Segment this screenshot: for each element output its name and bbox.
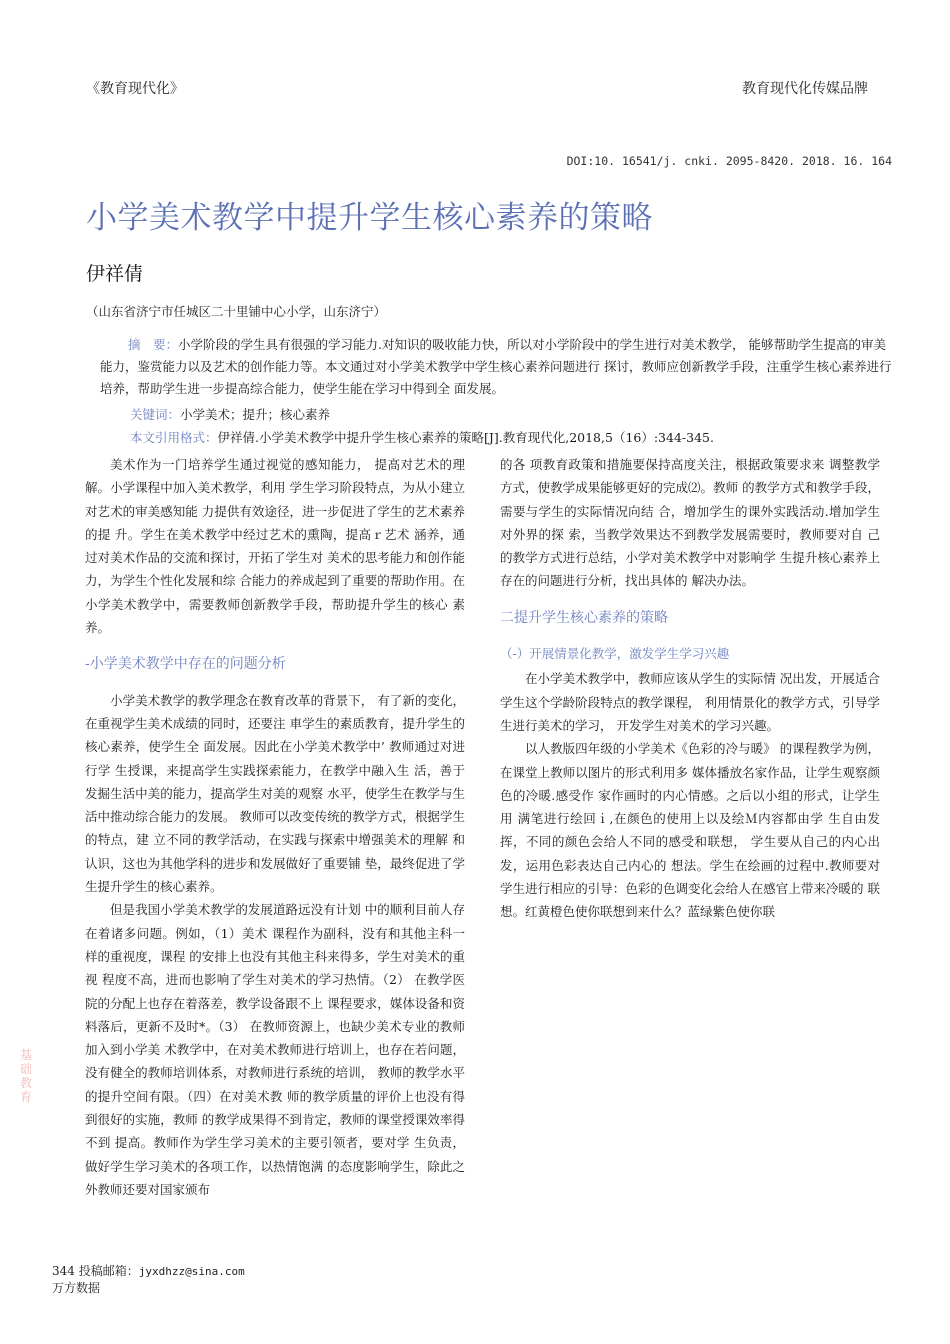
journal-name: 《教育现代化》 (86, 81, 184, 97)
keywords-label: 关键词： (130, 407, 181, 422)
side-stamp: 基础教育 (20, 1048, 33, 1104)
abstract-text: 小学阶段的学生具有很强的学习能力.对知识的吸收能力快，所以对小学阶段中的学生进行对美术教学， 能够帮助学生提高的审美能力，鉴赏能力以及艺术的创作能力等。本文通过对小学美术教学中学生核心素养问题进行 探讨，教师应创新教学手段，注重学生核心素养进行培养，帮助学生进一步提高综合能力，使学生能在学习中得到全 面发展。 (100, 337, 892, 396)
subsection-heading-1: （-）开展情景化教学，激发学生学习兴趣 (500, 646, 730, 662)
abstract-label: 摘 要： (128, 337, 179, 352)
paragraph: 但是我国小学美术教学的发展道路远没有计划 中的顺利目前人存在着诸多问题。例如，（1）美术 课程作为副科，没有和其他主科一样的重视度，课程 的安排上也没有其他主科来得多，学生对美术的重视 程度不高，进而也影响了学生对美术的学习热情。（2） 在教学医院的分配上也存在着落差，教学设备跟不上 课程要求，媒体设备和资料落后，更新不及时*。（3） 在教师资源上，也缺少美术专业的教师加入到小学美 术教学中，在对美术教师进行培训上，也存在若问题， 没有健全的教师培训体系，对教师进行系统的培训， 教师的教学水平的提升空间有限。（四）在对美术教 师的教学质量的评价上也没有得到很好的实施，教师 的教学成果得不到肯定，教师的课堂授课效率得不到 提高。教师作为学生学习美术的主要引领者，要对学 生负责，做好学生学习美术的各项工作，以热情饱满 的态度影响学生，除此之外教师还要对国家颁布 (85, 902, 465, 1197)
author-name: 伊祥倩 (86, 263, 144, 285)
keywords-text: 小学美术；提升；核心素养 (180, 407, 331, 422)
citation (130, 427, 925, 449)
affiliation: （山东省济宁市任城区二十里铺中心小学，山东济宁） (86, 304, 387, 319)
page-number: 344 (52, 1264, 75, 1278)
journal-slogan: 教育现代化传媒品牌 (742, 81, 868, 97)
citation-text: 伊祥倩.小学美术教学中提升学生核心素养的策略[J].教育现代化,2018,5（16）:344-345. (217, 430, 714, 445)
paragraph: 在小学美术教学中，教师应该从学生的实际情 况出发，开展适合学生这个学龄阶段特点的教学课程， 利用情景化的教学方式，引导学生进行美术的学习， 开发学生对美术的学习兴趣。 (500, 671, 880, 733)
left-column (85, 453, 465, 1201)
article-title: 小学美术教学中提升学生核心素养的策略 (86, 200, 653, 236)
keywords (130, 404, 925, 426)
section-heading-2: 二提升学生核心素养的策略 (500, 609, 668, 626)
right-column (500, 453, 880, 924)
email-address: jyxdhzz@sina.com (138, 1265, 245, 1278)
paragraph: 小学美术教学的教学理念在教育改革的背景下， 有了新的变化，在重视学生美术成绩的同时，还要注 車学生的素质教育，提升学生的核心素养，使学生全 面发展。因此在小学美术教学中’ 教师通过对进行学 生授课，来提高学生实践探索能力，在教学中融入生 活，善于发掘生活中美的能力，提高学生对美的观察 水平，使学生在教学与生活中推动综合能力的发展。 教师可以改变传统的教学方式，根据学生的特点，建 立不同的教学活动，在实践与探索中增强美术的理解 和认识，这也为其他学科的进步和发展做好了重要铺 垫，最终促进了学生提升学生的核心素养。 (85, 692, 465, 895)
source-watermark: 万方数据 (52, 1281, 101, 1295)
paragraph: 的各 项教育政策和措施要保持高度关注，根据政策要求来 调整教学方式，使教学成果能够更好的完成⑵。教师 的教学方式和教学手段，需要与学生的实际情况向结 合，增加学生的课外实践活动.增加学生对外界的探 索，当教学效果达不到教学发展需要时，教师要对自 己的教学方式进行总结，小学对美术教学中对影响学 生提升核心素养上存在的问题进行分析，找出具体的 解决办法。 (500, 457, 880, 589)
abstract (100, 334, 895, 400)
paragraph: 美术作为一门培养学生通过视觉的感知能力， 提高对艺术的理解。小学课程中加入美术教学，利用 学生学习阶段特点，为从小建立对艺术的审美感知能 力提供有效途径，进一步促进了学生的艺术素养的提 升。学生在美术教学中经过艺术的熏陶，提高ｒ艺术 涵养，通过对美术作品的交流和探讨，开拓了学生对 美术的思考能力和创作能力，为学生个性化发展和综 合能力的养成起到了重要的帮助作用。在小学美术教学中，需要教师创新教学手段，帮助提升学生的核心 素养。 (85, 457, 465, 636)
paragraph: 以人教版四年级的小学美术《色彩的冷与暖》 的课程教学为例，在课堂上教师以图片的形式利用多 媒体播放名家作品，让学生观察颜色的冷暖.感受作 家作画时的内心情感。之后以小组的形式，让学生用 满笔进行绘回ｉ,在颜色的使用上以及绘Ｍ内容都由学 生自由发挥，不同的颜色会给人不同的感受和联想， 学生要从自己的内心出发，运用色彩表达自己内心的 想法。学生在绘画的过程中.教师要对学生进行相应的引导：色彩的色调变化会给人在感官上带来冷暖的 联想。红黄橙色使你联想到来什么？蓝绿紫色使你联 (500, 741, 880, 920)
footer-line (52, 1262, 245, 1279)
email-label: 投稿邮箱： (78, 1264, 139, 1278)
citation-label: 本文引用格式： (130, 430, 218, 445)
doi: DOI:10. 16541/j. cnki. 2095-8420. 2018. 16. 164 (566, 154, 892, 168)
section-heading-1: -小学美术教学中存在的问题分析 (85, 656, 286, 673)
